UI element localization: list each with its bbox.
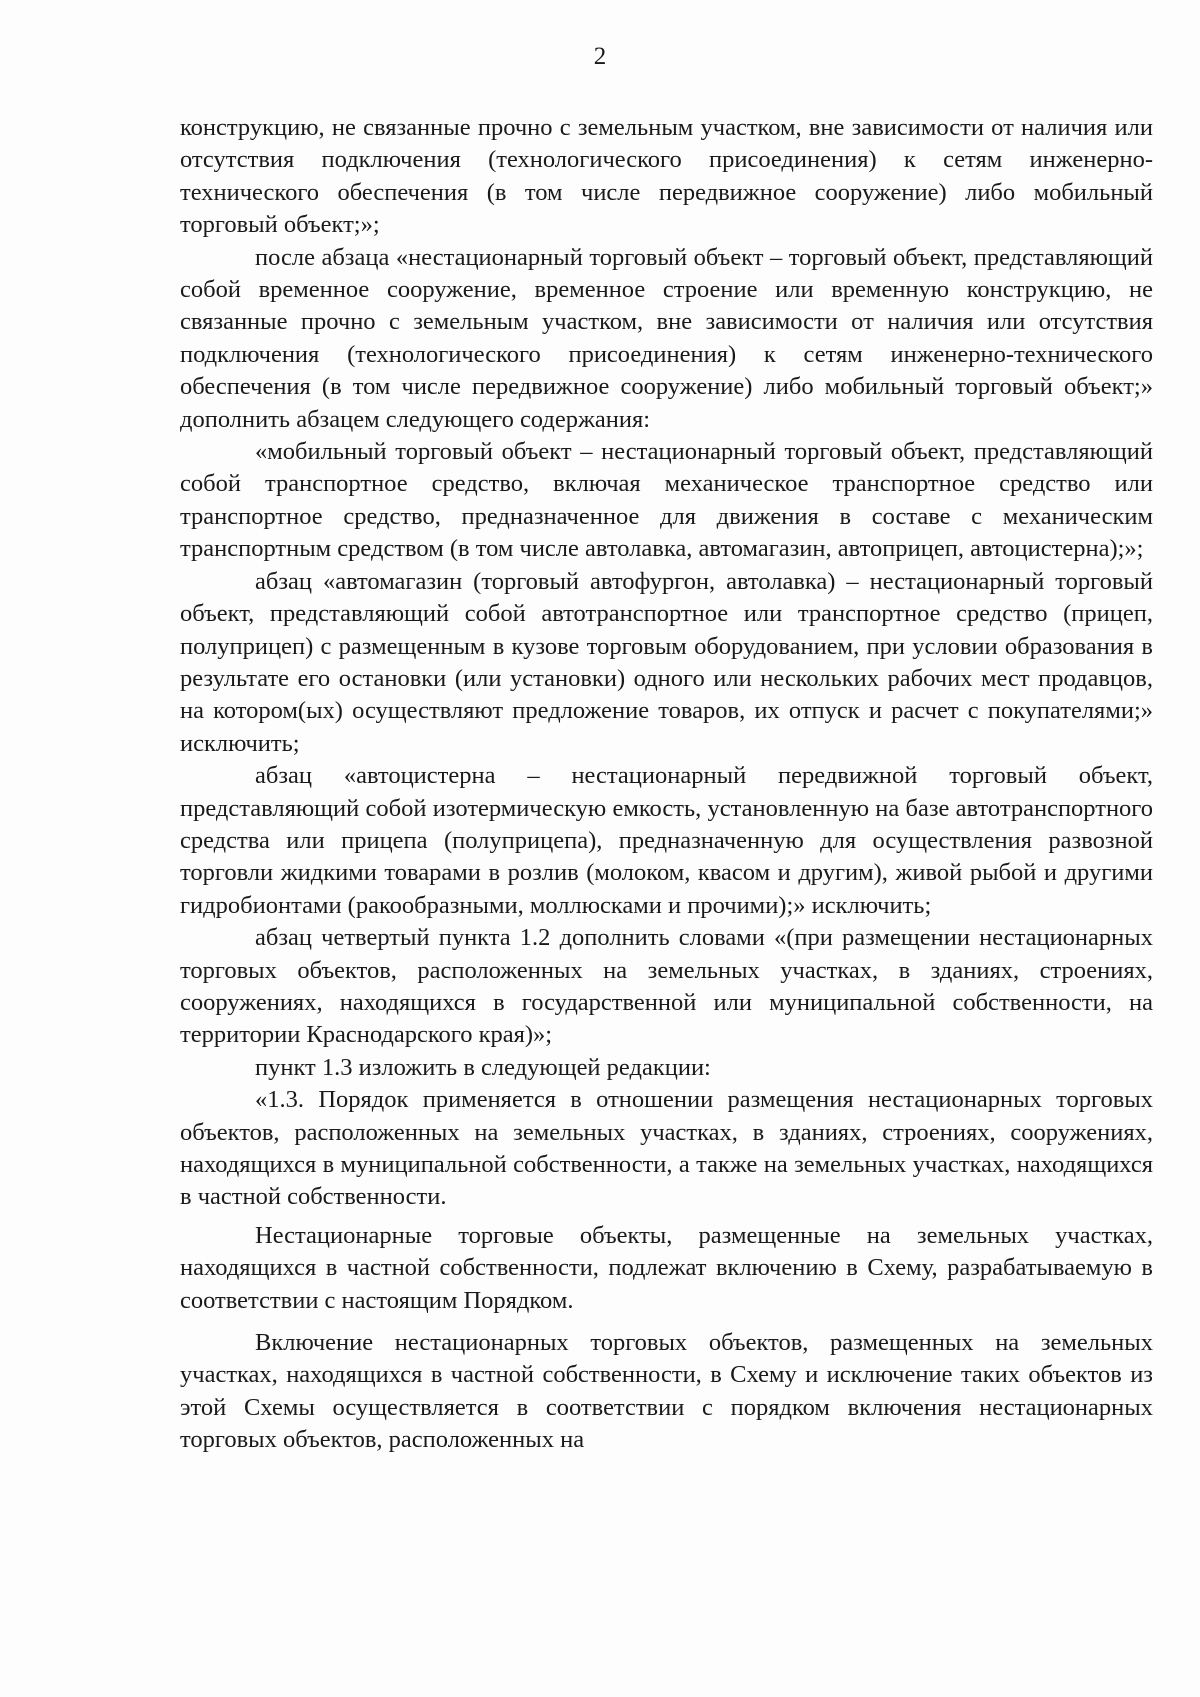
page-number: 2 (593, 43, 607, 70)
paragraph: «мобильный торговый объект – нестационарный торговый объект, представляющий собой транспортное средство, включая механическое транспортное средство или транспортное средство, предназначенное для движения в составе с механическим транспортным средством (в том числе автолавка, автомагазин, автоприцеп, автоцистерна);»; (180, 438, 1153, 563)
document-body (180, 112, 1153, 1457)
paragraph: абзац «автомагазин (торговый автофургон, автолавка) – нестационарный торговый объект, представляющий собой автотранспортное или транспортное средство (прицеп, полуприцеп) с размещенным в кузове торговым оборудованием, при условии образования в результате его остановки (или установки) одного или нескольких рабочих мест продавцов, на котором(ых) осуществляют предложение товаров, их отпуск и расчет с покупателями;» исключить; (180, 567, 1153, 757)
paragraph: абзац четвертый пункта 1.2 дополнить словами «(при размещении нестационарных торговых объектов, расположенных на земельных участках, в зданиях, строениях, сооружениях, находящихся в государственной или муниципальной собственности, на территории Краснодарского края)»; (180, 924, 1153, 1049)
paragraph: Включение нестационарных торговых объектов, размещенных на земельных участках, находящихся в частной собственности, в Схему и исключение таких объектов из этой Схемы осуществляется в соответствии с порядком включения нестационарных торговых объектов, расположенных на (180, 1329, 1153, 1454)
paragraph: «1.3. Порядок применяется в отношении размещения нестационарных торговых объектов, расположенных на земельных участках, в зданиях, строениях, сооружениях, находящихся в муниципальной собственности, а также на земельных участках, находящихся в частной собственности. (180, 1086, 1153, 1211)
paragraph: пункт 1.3 изложить в следующей редакции: (255, 1053, 711, 1081)
paragraph: Нестационарные торговые объекты, размещенные на земельных участках, находящихся в частной собственности, подлежат включению в Схему, разрабатываемую в соответствии с настоящим Порядком. (180, 1221, 1153, 1314)
paragraph-continuation: конструкцию, не связанные прочно с земельным участком, вне зависимости от наличия или отсутствия подключения (технологического присоединения) к сетям инженерно-технического обеспечения (в том числе передвижное сооружение) либо мобильный торговый объект;»; (180, 114, 1153, 239)
paragraph: абзац «автоцистерна – нестационарный передвижной торговый объект, представляющий собой изотермическую емкость, установленную на базе автотранспортного средства или прицепа (полуприцепа), предназначенную для осуществления развозной торговли жидкими товарами в розлив (молоком, квасом и другим), живой рыбой и другими гидробионтами (ракообразными, моллюсками и прочими);» исключить; (180, 762, 1153, 919)
paragraph: после абзаца «нестационарный торговый объект – торговый объект, представляющий собой временное сооружение, временное строение или временную конструкцию, не связанные прочно с земельным участком, вне зависимости от наличия или отсутствия подключения (технологического присоединения) к сетям инженерно-технического обеспечения (в том числе передвижное сооружение) либо мобильный торговый объект;» дополнить абзацем следующего содержания: (180, 243, 1153, 433)
